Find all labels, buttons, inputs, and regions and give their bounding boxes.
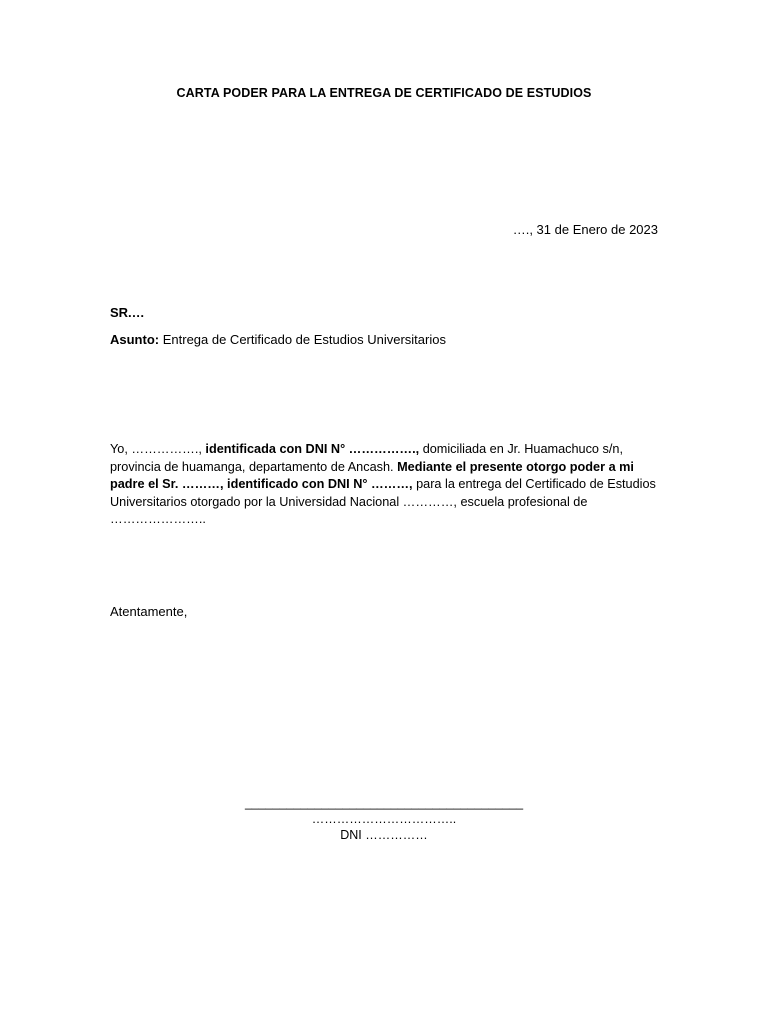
- signer-name: ……………………………..: [311, 812, 457, 826]
- subject-text: Entrega de Certificado de Estudios Universitarios: [159, 332, 446, 347]
- subject-line: [110, 332, 446, 347]
- subject-label: Asunto:: [110, 332, 160, 347]
- letter-date: …., 31 de Enero de 2023: [512, 222, 658, 237]
- signature-block: [0, 795, 768, 843]
- closing-salutation: Atentamente,: [110, 604, 188, 619]
- signature-line: ________________________________________: [244, 796, 524, 810]
- document-title: CARTA PODER PARA LA ENTREGA DE CERTIFICADO DE ESTUDIOS: [176, 86, 592, 100]
- body-segment-5: para la entrega del Certificado de Estudios Universitarios otorgado por la Universidad Nacional …………, escuela profesional de …………………..: [110, 477, 656, 526]
- addressee: SR.…: [110, 305, 145, 320]
- body-segment-1: Yo, …………….,: [110, 442, 206, 456]
- body-segment-2: identificada con DNI N° …………….,: [205, 442, 423, 456]
- body-segment-4: Mediante el presente otorgo poder a mi padre el Sr. ………, identificado con DNI N° ………,: [110, 459, 634, 491]
- letter-body: [110, 441, 662, 529]
- body-segment-3: domiciliada en Jr. Huamachuco s/n, provincia de huamanga, departamento de Ancash.: [110, 442, 623, 474]
- signer-dni: DNI ……………: [340, 828, 428, 842]
